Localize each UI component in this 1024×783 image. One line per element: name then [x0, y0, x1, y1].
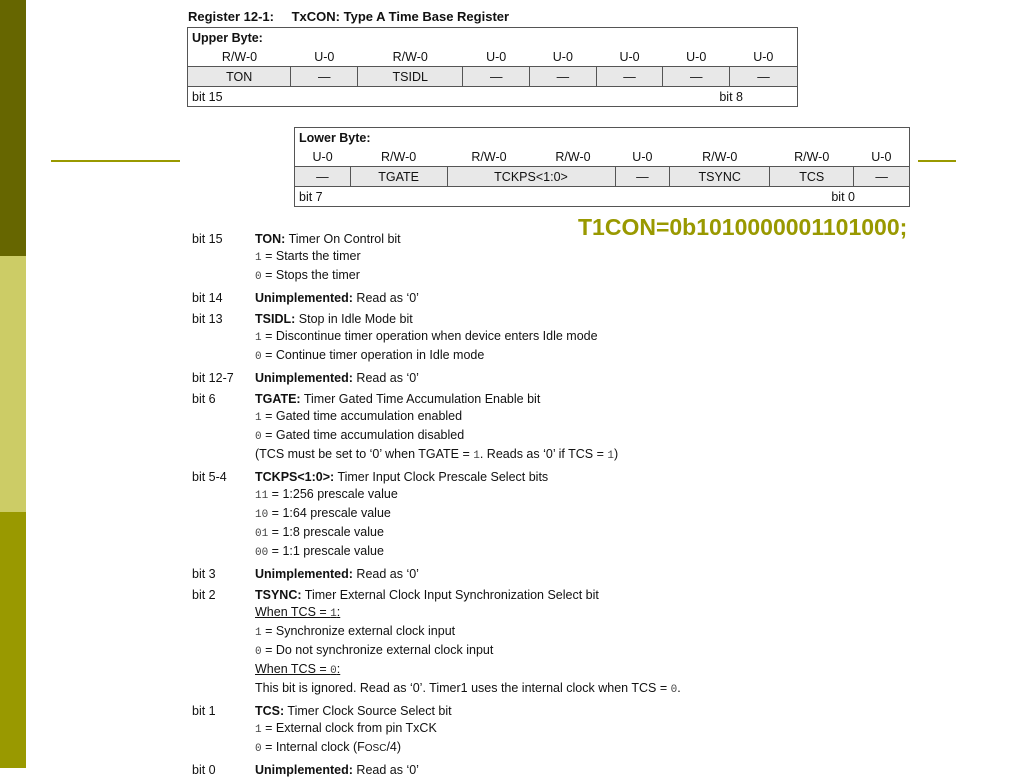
osc-subscript: OSC — [364, 743, 387, 754]
when-text: : — [336, 605, 341, 619]
upper-access-cell: U-0 — [552, 49, 573, 64]
bit-name: TCS: — [255, 704, 285, 718]
lower-bit-name: TGATE — [350, 167, 447, 187]
bit-row — [192, 290, 972, 307]
lower-byte-table — [294, 127, 910, 207]
ignored-note — [255, 680, 972, 699]
lower-access-cell: R/W-0 — [702, 149, 738, 164]
bit-desc: Read as ‘0’ — [352, 291, 419, 305]
when-tcs-1-heading — [255, 604, 972, 623]
upper-access-cell: U-0 — [686, 49, 707, 64]
bit-value-text: = 1:8 prescale value — [268, 525, 384, 539]
bit-desc: Timer On Control bit — [285, 232, 401, 246]
lower-byte-label: Lower Byte: — [295, 128, 910, 148]
bit-descriptions — [192, 231, 972, 783]
upper-bit-name: — — [291, 67, 358, 87]
when-value: 0 — [330, 665, 337, 677]
upper-bit-right: bit 8 — [719, 89, 743, 104]
bit-desc: Read as ‘0’ — [352, 567, 419, 581]
upper-bit-name: — — [730, 67, 798, 87]
note-value: 0 — [670, 684, 678, 696]
when-text: When TCS = — [255, 662, 331, 676]
lower-access-cell: U-0 — [295, 147, 351, 167]
sidebar-block-mid — [0, 512, 26, 768]
bit-row — [192, 566, 972, 583]
bit-value-text: = Discontinue timer operation when device enters Idle mode — [261, 329, 598, 343]
bit-value-text: = Internal clock (F — [261, 740, 365, 754]
bit-value: 11 — [255, 490, 269, 502]
upper-access-cell: U-0 — [619, 49, 640, 64]
bit-desc: Timer Clock Source Select bit — [284, 704, 452, 718]
bit-name: TCKPS<1:0>: — [255, 470, 335, 484]
bit-value-text: = Do not synchronize external clock input — [261, 643, 494, 657]
bit-value: 0 — [255, 271, 262, 283]
lower-access-cell: U-0 — [632, 149, 653, 164]
bit-name: Unimplemented: — [255, 763, 353, 777]
upper-access-cell: U-0 — [730, 47, 798, 67]
bit-value: 0 — [255, 646, 262, 658]
bit-value: 0 — [255, 351, 262, 363]
lower-bit-name: TCS — [770, 167, 854, 187]
upper-bit-name: TSIDL — [358, 67, 463, 87]
lower-bit-name: TSYNC — [670, 167, 770, 187]
bit-desc: Read as ‘0’ — [352, 371, 419, 385]
bit-value-text: = 1:256 prescale value — [268, 487, 398, 501]
bit-label: bit 3 — [192, 567, 216, 581]
lower-bit-name: — — [295, 167, 351, 187]
bit-value-text: = External clock from pin TxCK — [261, 721, 437, 735]
bit-value: 1 — [255, 724, 262, 736]
note-value: 1 — [473, 450, 480, 462]
upper-bit-name: TON — [188, 67, 291, 87]
upper-bit-left: bit 15 — [192, 89, 223, 104]
upper-access-cell: R/W-0 — [392, 49, 428, 64]
bit-name: Unimplemented: — [255, 371, 353, 385]
bit-name: TGATE: — [255, 392, 301, 406]
upper-byte-table — [187, 27, 798, 107]
register-number: Register 12-1: — [188, 9, 274, 24]
bit-label: bit 12-7 — [192, 371, 234, 385]
bit-value-text: = 1:64 prescale value — [268, 506, 391, 520]
upper-access-cell: R/W-0 — [188, 47, 291, 67]
bit-label: bit 14 — [192, 291, 223, 305]
bit-value: 0 — [255, 431, 262, 443]
upper-access-cell: U-0 — [314, 49, 335, 64]
bit-name: TON: — [255, 232, 286, 246]
note-value: 1 — [607, 450, 614, 462]
lower-access-cell: R/W-0 — [471, 149, 507, 164]
bit-value-text: = Continue timer operation in Idle mode — [261, 348, 485, 362]
bit-label: bit 2 — [192, 588, 216, 602]
note-text: . — [677, 681, 681, 695]
bit-row — [192, 762, 972, 779]
bit-value-text: = Starts the timer — [261, 249, 361, 263]
osc-end: /4) — [386, 740, 402, 754]
bit-label: bit 6 — [192, 392, 216, 406]
upper-byte-label: Upper Byte: — [188, 28, 798, 48]
when-value: 1 — [330, 608, 337, 620]
bit-label: bit 1 — [192, 704, 216, 718]
upper-access-cell: U-0 — [486, 49, 507, 64]
bit-desc: Timer Input Clock Prescale Select bits — [334, 470, 549, 484]
bit-name: Unimplemented: — [255, 567, 353, 581]
lower-access-cell: R/W-0 — [381, 149, 417, 164]
bit-desc: Read as ‘0’ — [352, 763, 419, 777]
bit-value-text: = Stops the timer — [261, 268, 360, 282]
bit-note — [255, 446, 972, 465]
bit-name: Unimplemented: — [255, 291, 353, 305]
sidebar-decoration — [0, 0, 26, 768]
bit-row — [192, 391, 972, 465]
bit-value: 1 — [255, 627, 262, 639]
bit-row — [192, 231, 972, 286]
bit-value: 01 — [255, 528, 269, 540]
bit-value: 1 — [255, 412, 262, 424]
bit-name: TSYNC: — [255, 588, 302, 602]
bit-value: 1 — [255, 332, 262, 344]
code-assignment: T1CON=0b1010000001101000; — [578, 214, 908, 240]
when-text: When TCS = — [255, 605, 331, 619]
upper-bit-name: — — [530, 67, 597, 87]
register-name: TxCON: Type A Time Base Register — [291, 9, 510, 24]
note-text: . Reads as ‘0’ if TCS = — [479, 447, 608, 461]
bit-label: bit 15 — [192, 232, 223, 246]
bit-value-text: = Synchronize external clock input — [261, 624, 456, 638]
bit-desc: Timer External Clock Input Synchronization Select bit — [301, 588, 599, 602]
upper-bit-name: — — [463, 67, 530, 87]
bit-value: 0 — [255, 743, 262, 755]
lower-bit-name: TCKPS<1:0> — [447, 167, 615, 187]
register-title — [188, 9, 509, 24]
note-text: ) — [613, 447, 619, 461]
bit-label: bit 13 — [192, 312, 223, 326]
lower-access-cell: R/W-0 — [555, 149, 591, 164]
bit-value-text: = Gated time accumulation disabled — [261, 428, 465, 442]
lower-access-cell: U-0 — [854, 147, 910, 167]
divider-left — [51, 160, 180, 162]
lower-bit-name: — — [854, 167, 910, 187]
sidebar-block-dark — [0, 0, 26, 256]
bit-label: bit 0 — [192, 763, 216, 777]
bit-row — [192, 587, 972, 699]
bit-value-text: = 1:1 prescale value — [268, 544, 384, 558]
bit-row — [192, 311, 972, 366]
bit-value: 1 — [255, 252, 262, 264]
lower-bit-right: bit 0 — [831, 189, 855, 204]
lower-bit-name: — — [615, 167, 670, 187]
upper-bit-name: — — [596, 67, 663, 87]
bit-row — [192, 469, 972, 562]
bit-row — [192, 370, 972, 387]
bit-value-text: = Gated time accumulation enabled — [261, 409, 463, 423]
bit-row — [192, 703, 972, 758]
lower-bit-left: bit 7 — [299, 189, 323, 204]
upper-bit-name: — — [663, 67, 730, 87]
bit-desc: Stop in Idle Mode bit — [295, 312, 413, 326]
when-text: : — [336, 662, 341, 676]
bit-value: 10 — [255, 509, 269, 521]
bit-name: TSIDL: — [255, 312, 296, 326]
when-tcs-0-heading — [255, 661, 972, 680]
note-text: (TCS must be set to ‘0’ when TGATE = — [255, 447, 474, 461]
note-text: This bit is ignored. Read as ‘0’. Timer1 uses the internal clock when TCS = — [255, 681, 671, 695]
bit-value: 00 — [255, 547, 269, 559]
bit-desc: Timer Gated Time Accumulation Enable bit — [300, 392, 541, 406]
sidebar-block-light — [0, 256, 26, 512]
divider-right — [918, 160, 956, 162]
bit-label: bit 5-4 — [192, 470, 227, 484]
lower-access-cell: R/W-0 — [794, 149, 830, 164]
